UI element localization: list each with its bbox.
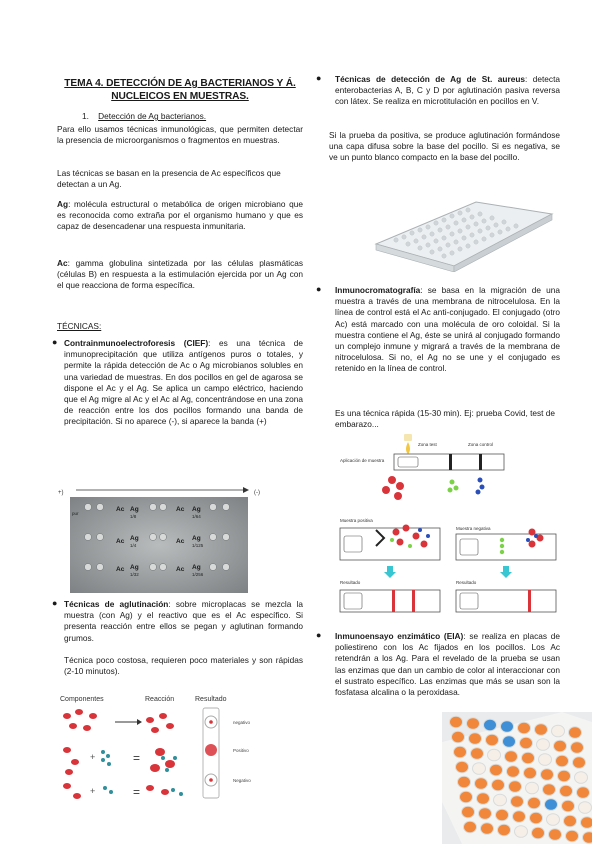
eia-well [522,752,535,764]
staureus-text: : detecta enterobacterias A, B, C y D por aglutinación pasiva reversa con látex. Se realiza en microtitulación en pocillos en V. [335,74,560,107]
gel-label: Ac [176,566,185,573]
ciefs-term: Contrainmunoelectroforesis (CIEF) [64,338,209,348]
eia-well [496,809,509,821]
staureus-paragraph [335,74,560,108]
gel-plate [70,497,248,593]
eia-well [530,812,543,824]
eia-well [488,749,501,761]
eia-text: : se realiza en placas de poliestireno con los Ac fijados en los pocillos. Los Ac retendrán a los Ag. Para el revelado de la prueba se usan las enzimas que dan un cambio de color al interaccionar con el sustrato específico. Las enzimas que más se usan son la fosfatasa alcalina o la peroxidasa. [335,631,560,698]
eia-well [575,772,588,784]
eia-well [537,739,550,751]
microplate-image [366,192,556,272]
eia-well [515,826,528,838]
eia-well [469,733,482,745]
eia-well [571,742,584,754]
gel-label: Ac [116,566,125,573]
bullet-icon: ● [316,284,322,294]
eia-plate-photo [442,712,592,844]
ic-res1-label: Resultado [340,580,361,585]
eia-well [486,734,499,746]
gel-label: Ag [130,506,139,513]
eia-well [462,806,475,818]
plus-icon: + [90,752,96,762]
aglutinacion-paragraph [64,599,303,644]
ag-definition [57,199,303,233]
equals-icon: = [133,751,141,765]
intro-paragraph: Para ello usamos técnicas inmunológicas, que permiten detectar la presencia de microorganismos o fragmentos en muestras. [57,124,303,146]
page-title: TEMA 4. DETECCIÓN DE Ag BACTERIANOS Y Á. NUCLEICOS EN MUESTRAS. [64,78,296,102]
eia-well [581,817,593,829]
gel-dilution: 1/32 [130,572,139,577]
eia-well [503,736,516,748]
gel-plus-label: +) [58,490,64,496]
section-heading [82,111,302,122]
immunochromatography-diagram [336,432,566,622]
ac-definition [57,258,303,292]
eia-well [560,785,573,797]
ic-res2-label: Resultado [456,580,477,585]
eia-well [473,763,486,775]
intro-paragraph-2: Las técnicas se basan en la presencia de Ac específicos que detectan a un Ag. [57,168,281,190]
eia-well [573,757,586,769]
ac-def: : gamma globulina sintetizada por las células plasmáticas (células B) en respuesta a la estimulación ejercida por un Ag con el que reacciona de forma específica. [57,258,303,291]
eia-well [479,808,492,820]
ic-pos-label: Muestra positiva [340,518,373,523]
eia-well [579,802,592,814]
eia-well [539,754,552,766]
inmunocromatografia-paragraph [335,285,560,375]
eia-well [569,727,582,739]
inmunocromatografia-paragraph-2: Es una técnica rápida (15-30 min). Ej: prueba Covid, test de embarazo... [335,408,555,430]
eia-well [464,821,477,833]
plus-icon: + [90,786,96,796]
gel-label: Ac [176,538,185,545]
eia-well [513,811,526,823]
gel-label: Ag [192,564,201,571]
gel-dilution: 1/64 [192,514,201,519]
eia-well [498,824,511,836]
aglut-term: Técnicas de aglutinación [64,599,169,609]
gel-label: Ag [130,564,139,571]
eia-well [484,719,497,731]
staureus-term: Técnicas de detección de Ag de St. aureus [335,74,526,84]
ic-neg-label: Muestra negativa [456,526,491,531]
eia-well [564,815,577,827]
gel-dilution: 1/125 [192,543,204,548]
eia-well [583,832,593,844]
gel-label: Ag [192,535,201,542]
gel-label: Ag [130,535,139,542]
eia-well [454,746,467,758]
eia-well [526,782,539,794]
down-arrow-icon [500,566,512,578]
aglut-text: : sobre microplacas se mezcla la muestra (con Ag) y el reactivo que es el Ac específico. Si presenta reacción entre ellos se pegan y aglutinan formando grumos. [64,599,303,643]
bullet-icon: ● [52,598,58,608]
gel-electrophoresis-image [58,485,268,595]
eia-well [543,784,556,796]
ic-test-label: Zona test [418,442,437,447]
ciefs-paragraph [64,338,303,428]
gel-dilution: 1/256 [192,572,204,577]
bullet-icon: ● [316,630,322,640]
diagram-componentes: Componentes [60,696,104,703]
staureus-paragraph-2: Si la prueba da positiva, se produce aglutinación formándose una capa difusa sobre la base del pocillo. Si es negativa, se ve un punto blanco compacto en la base del pocillo. [329,130,560,163]
ic-aplicacion-label: Aplicación de muestra [340,458,385,463]
aglutinacion-paragraph-2: Técnica poco costosa, requieren poco materiales y son rápidas (2-10 minutos). [64,655,303,677]
eia-well [460,791,473,803]
eia-well [475,778,488,790]
eia-well [545,799,558,811]
result-negativo-2: Negativo [233,778,251,783]
diagram-resultado: Resultado [195,696,227,703]
eia-well [554,740,567,752]
eia-well [507,766,520,778]
gel-label: Ac [116,538,125,545]
eia-well [562,800,575,812]
eia-well [450,716,463,728]
eia-well [467,718,480,730]
section-number: 1. [82,111,89,121]
inmuno-text: : se basa en la migración de una muestra a través de una membrana de nitrocelulosa. En la línea de control está el Ac anti-conjugado. El conjugado (otro Ac) está marcado con una molécula de oro coloidal. Si la muestra contiene el Ag, éste se unirá al conjugado formando un complejo inmune y migrará a través de la membrana de nitrocelulosa. Si no, el Ag no se une y el conjugado es retenido en la línea de control. [335,285,560,374]
eia-well [524,767,537,779]
eia-well [577,787,590,799]
gel-dilution: 1/4 [130,543,137,548]
gel-arrow-head-icon [243,487,249,493]
result-positivo: Positivo [233,748,249,753]
gel-label: Ag [192,506,201,513]
gel-dilution: 1/8 [130,514,137,519]
reaction-arrow-icon [137,719,142,725]
eia-well [566,830,579,842]
diagram-reaccion: Reacción [145,696,175,703]
gel-minus-label: (-) [254,490,260,496]
ag-def: : molécula estructural o metabólica de origen microbiano que es reconocida como extraña por el organismo humano y que es capaz de desencadenar una respuesta inmunitaria. [57,199,303,232]
eia-well [492,779,505,791]
eia-well [471,748,484,760]
tecnicas-heading: TÉCNICAS: [57,321,102,331]
eia-well [494,794,507,806]
eia-well [501,721,514,733]
eia-well [541,769,554,781]
eia-well [535,724,548,736]
eia-well [549,829,562,841]
eia-well [520,737,533,749]
gel-dilution: pur [72,511,79,516]
ac-term: Ac [57,258,68,268]
eia-well [518,722,531,734]
eia-well [509,781,522,793]
down-arrow-icon [384,566,396,578]
droplet-icon [406,442,410,454]
eia-well [547,814,560,826]
gel-label: Ac [176,506,185,513]
gel-label: Ac [116,506,125,513]
eia-well [528,797,541,809]
eia-well [532,827,545,839]
eia-well [505,751,518,763]
bullet-icon: ● [316,73,322,83]
eia-well [558,770,571,782]
equals-icon: = [133,785,141,799]
eia-well [477,793,490,805]
eia-well [511,796,524,808]
eia-paragraph [335,631,560,698]
eia-well [452,731,465,743]
ic-control-label: Zona control [468,442,494,447]
inmuno-term: Inmunocromatografía [335,285,421,295]
eia-well [458,776,471,788]
ag-term: Ag [57,199,69,209]
ciefs-text: : es una técnica de inmunoprecipitación que utiliza antígenos puros o totales, y permite la rápida detección de Ac o Ag microbianos solubles en una variedad de muestras. En dos pocillos en gel de agarosa se dispone el Ac y el Ag. Se aplica un campo eléctrico, haciendo que el Ag migre al Ac y el Ac al Ag, concentrándose en una zona de reacción entre los dos pocillos formando una banda de precipitación. Si no aparece (-), si aparece la banda (+) [64,338,303,427]
bullet-icon: ● [52,337,58,347]
dropper-icon [404,434,412,441]
eia-well [556,755,569,767]
eia-well [481,823,494,835]
eia-well [490,764,503,776]
eia-well [552,725,565,737]
agglutination-diagram [55,692,265,802]
section-title: Detección de Ag bacterianos. [98,111,207,121]
result-negativo: negativo [233,720,251,725]
eia-well [456,761,469,773]
eia-term: Inmunoensayo enzimático (EIA) [335,631,464,641]
